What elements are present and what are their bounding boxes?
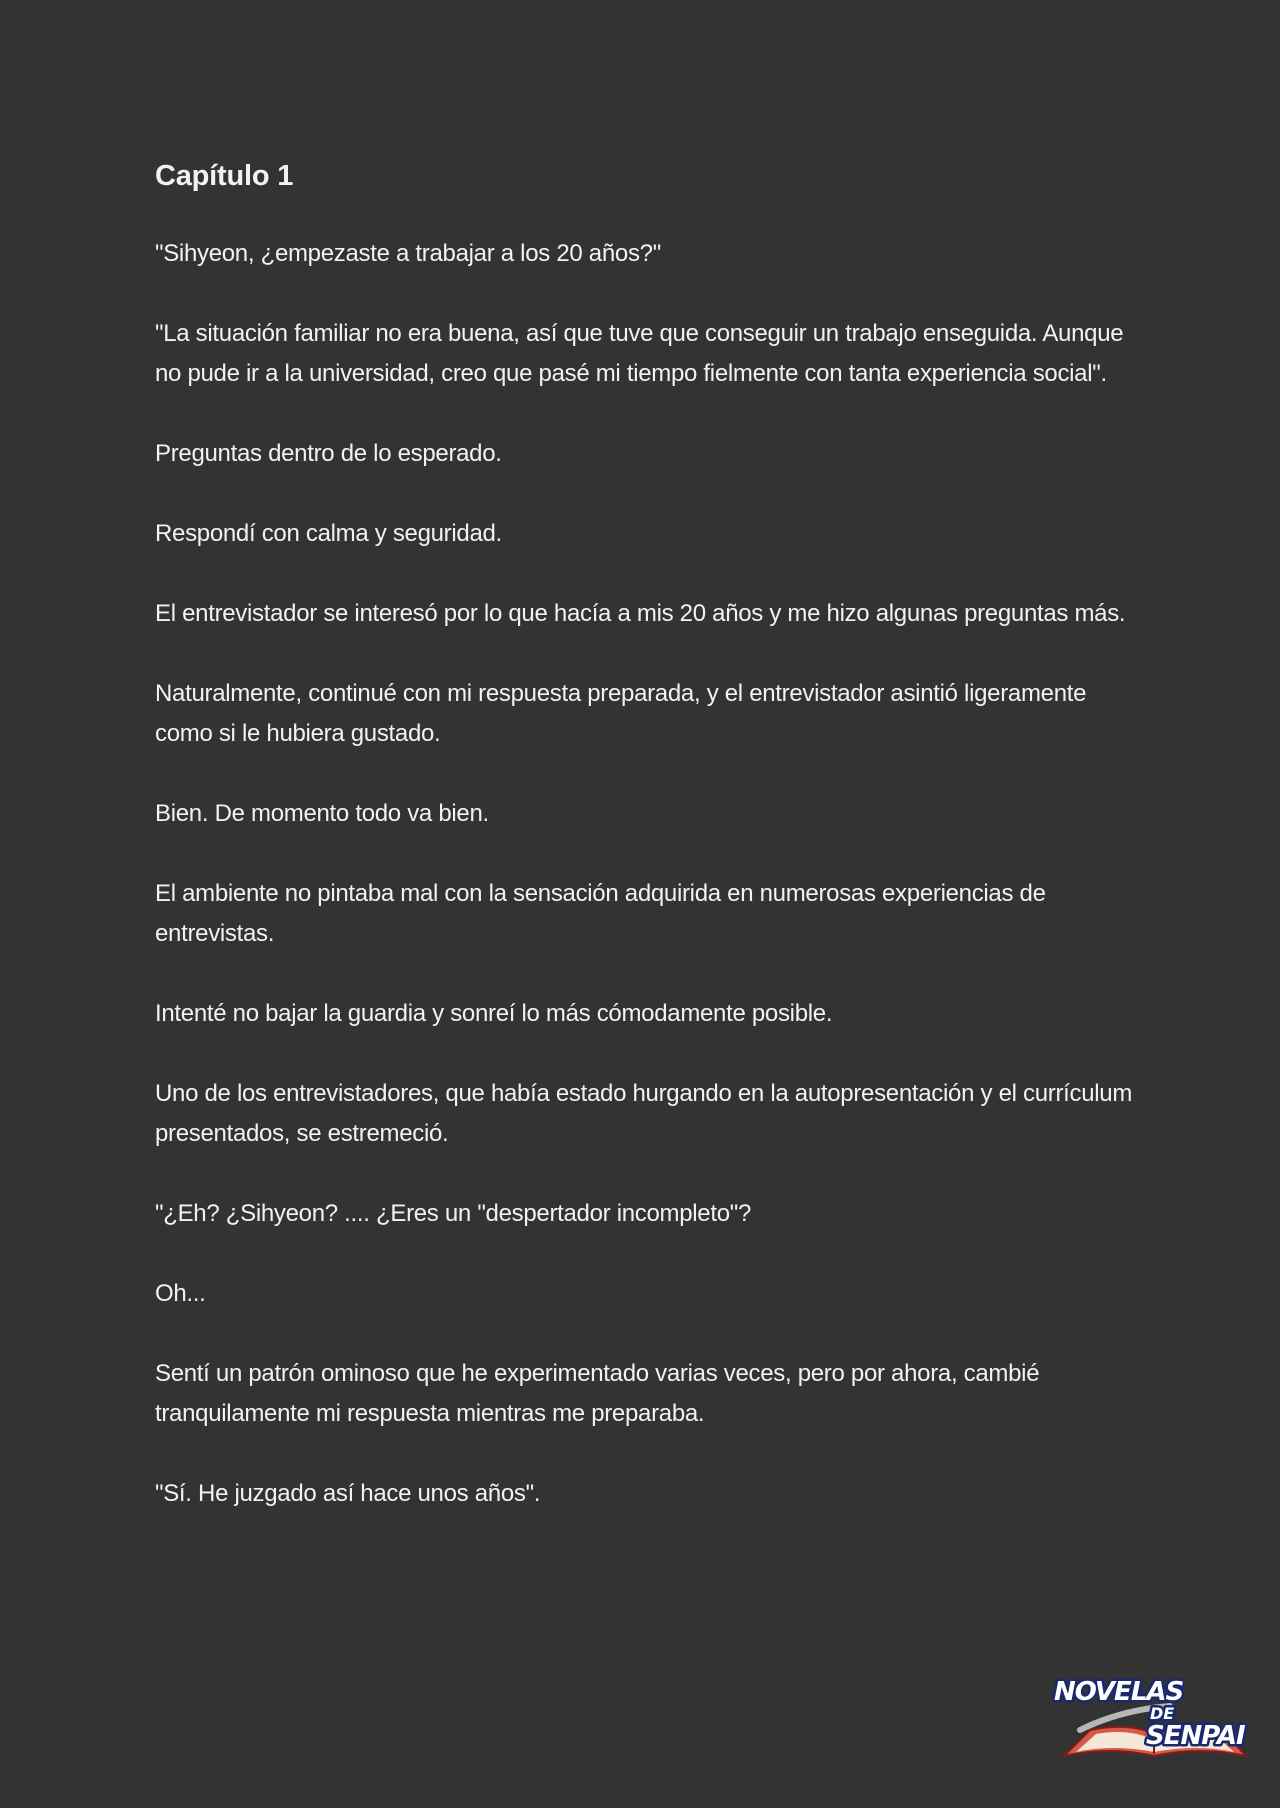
- paragraph: Oh...: [155, 1280, 206, 1307]
- paragraph: Uno de los entrevistadores, que había estado hurgando en la autopresentación y el currículum presentados, se estremeció.: [155, 1080, 1133, 1147]
- paragraph: Sentí un patrón ominoso que he experimentado varias veces, pero por ahora, cambié tranquilamente mi respuesta mientras me preparaba.: [155, 1360, 1040, 1427]
- paragraph: Preguntas dentro de lo esperado.: [155, 440, 502, 467]
- paragraph: El entrevistador se interesó por lo que hacía a mis 20 años y me hizo algunas preguntas más.: [155, 600, 1126, 627]
- paragraph: "¿Eh? ¿Sihyeon? .... ¿Eres un "despertador incompleto"?: [155, 1200, 752, 1227]
- chapter-content: [155, 156, 1135, 1554]
- paragraph: Bien. De momento todo va bien.: [155, 800, 489, 827]
- chapter-title: Capítulo 1: [155, 160, 294, 192]
- paragraph: El ambiente no pintaba mal con la sensación adquirida en numerosas experiencias de entrevistas.: [155, 880, 1046, 947]
- paragraph: Intenté no bajar la guardia y sonreí lo más cómodamente posible.: [155, 1000, 833, 1027]
- paragraph: "Sí. He juzgado así hace unos años".: [155, 1480, 541, 1507]
- paragraph: Naturalmente, continué con mi respuesta preparada, y el entrevistador asintió ligeramente como si le hubiera gustado.: [155, 680, 1087, 747]
- logo-word-2: DE: [1150, 1704, 1175, 1723]
- logo-graphic: [1050, 1670, 1262, 1762]
- site-logo: [1050, 1670, 1262, 1762]
- logo-word-1: NOVELAS: [1054, 1677, 1184, 1707]
- paragraph: Respondí con calma y seguridad.: [155, 520, 502, 547]
- paragraph: "Sihyeon, ¿empezaste a trabajar a los 20 años?": [155, 240, 661, 267]
- logo-word-3: SENPAI: [1146, 1721, 1245, 1751]
- paragraph: "La situación familiar no era buena, así que tuve que conseguir un trabajo enseguida. Aunque no pude ir a la universidad, creo que pasé mi tiempo fielmente con tanta experiencia social".: [155, 320, 1124, 387]
